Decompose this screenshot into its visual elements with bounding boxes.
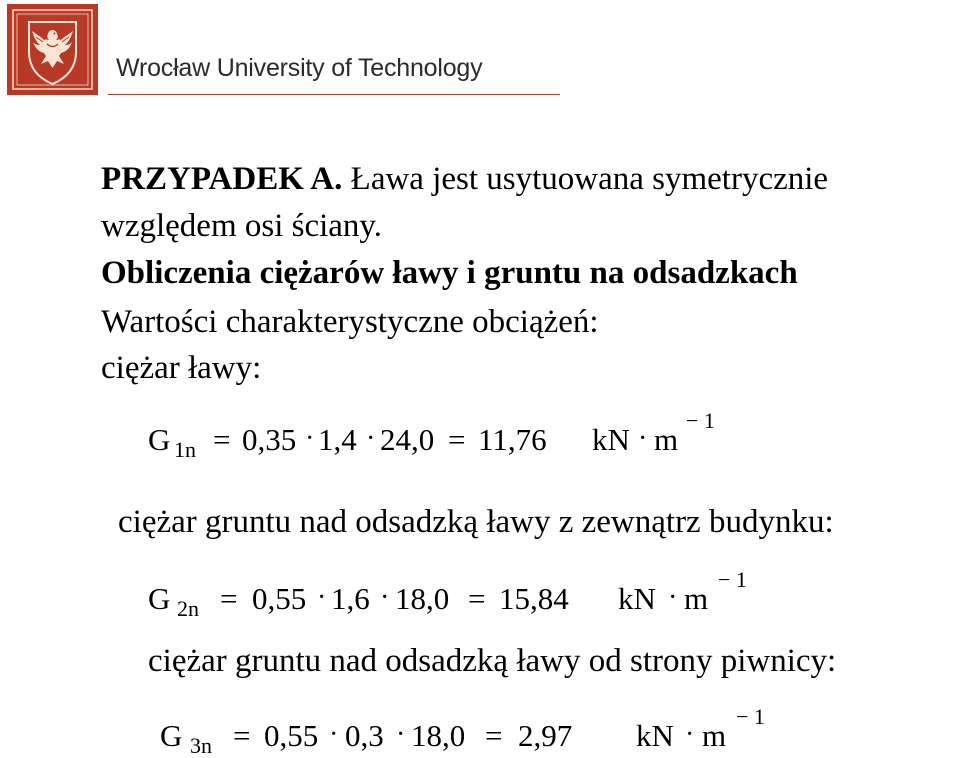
footing-weight-label: ciężar ławy: xyxy=(101,350,262,386)
calculation-heading: Obliczenia ciężarów ławy i gruntu na odsadzkach xyxy=(101,255,798,291)
soil-outside-label: ciężar gruntu nad odsadzką ławy z zewnątrz budynku: xyxy=(118,504,834,540)
case-text-continued: względem osi ściany. xyxy=(101,208,383,244)
eq-exponent: − 1 xyxy=(686,408,715,433)
case-heading: PRZYPADEK A. xyxy=(101,161,343,197)
eq-dot: · xyxy=(396,719,406,750)
eq-symbol: G xyxy=(160,718,183,753)
eq-dot: · xyxy=(380,582,390,613)
eq-equals: = xyxy=(233,718,251,753)
eq-dot: · xyxy=(366,423,376,454)
case-line xyxy=(101,163,828,196)
eq-exponent: − 1 xyxy=(718,567,747,592)
eq-dot: · xyxy=(305,423,315,454)
eq-equals: = xyxy=(220,581,238,616)
eq-factor-1: 0,55 xyxy=(264,718,319,753)
eq-dot: · xyxy=(317,582,327,613)
eq-unit: kN xyxy=(592,422,630,457)
eq-unit-2: m xyxy=(702,718,727,753)
header-divider xyxy=(108,94,560,95)
case-text: Ława jest usytuowana symetrycznie xyxy=(350,161,829,197)
eq-factor-2: 0,3 xyxy=(345,718,384,753)
eq-result: 11,76 xyxy=(478,422,547,457)
eq-factor-1: 0,35 xyxy=(242,422,297,457)
eq-dot: · xyxy=(638,423,648,454)
eq-factor-3: 18,0 xyxy=(395,581,450,616)
eq-equals: = xyxy=(485,718,503,753)
soil-basement-label: ciężar gruntu nad odsadzką ławy od strony piwnicy: xyxy=(148,643,837,679)
eq-unit-2: m xyxy=(684,581,709,616)
eq-symbol: G xyxy=(148,581,171,616)
university-name: Wrocław University of Technology xyxy=(116,54,483,82)
eq-subscript: 1n xyxy=(174,437,196,462)
eagle-emblem-icon xyxy=(7,4,98,95)
eq-factor-3: 24,0 xyxy=(380,422,435,457)
eq-equals: = xyxy=(468,581,486,616)
eq-dot: · xyxy=(329,719,339,750)
eq-dot: · xyxy=(668,582,678,613)
eq-unit: kN xyxy=(618,581,656,616)
eq-factor-2: 1,6 xyxy=(331,581,370,616)
characteristic-values-label: Wartości charakterystyczne obciążeń: xyxy=(101,304,599,340)
eq-unit: kN xyxy=(636,718,674,753)
university-logo xyxy=(7,4,98,95)
eq-dot: · xyxy=(685,719,695,750)
eq-equals: = xyxy=(213,422,231,457)
eq-unit-2: m xyxy=(654,422,679,457)
eq-subscript: 2n xyxy=(177,596,199,621)
eq-exponent: − 1 xyxy=(736,704,765,729)
eq-subscript: 3n xyxy=(190,733,212,758)
eq-factor-1: 0,55 xyxy=(252,581,307,616)
eq-factor-3: 18,0 xyxy=(411,718,466,753)
eq-equals: = xyxy=(448,422,466,457)
eq-result: 2,97 xyxy=(518,718,573,753)
eq-result: 15,84 xyxy=(499,581,569,616)
eq-factor-2: 1,4 xyxy=(318,422,357,457)
eq-symbol: G xyxy=(148,422,171,457)
